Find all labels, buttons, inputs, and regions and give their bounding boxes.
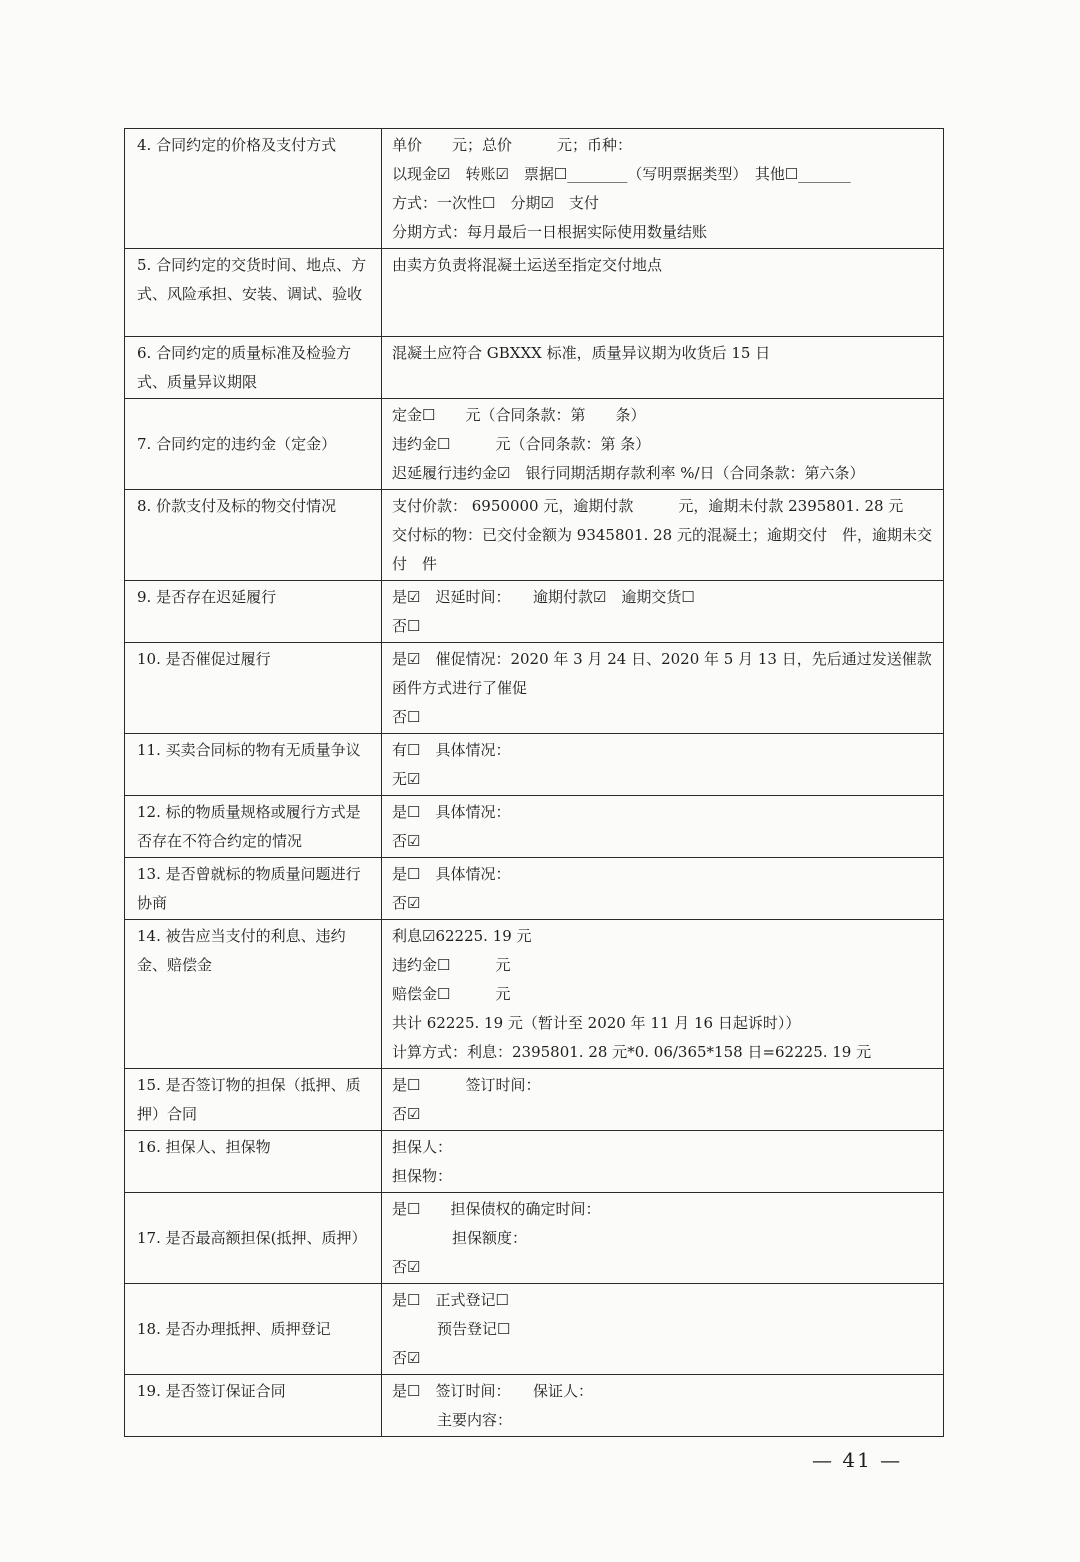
content-line: 是☐ 正式登记☐ <box>392 1291 509 1309</box>
row-label <box>125 1069 382 1131</box>
row-label <box>125 1193 382 1284</box>
table-row <box>125 858 944 920</box>
label-text: 7. 合同约定的违约金（定金） <box>137 435 337 453</box>
table-row <box>125 581 944 643</box>
label-text: 15. 是否签订物的担保（抵押、质押）合同 <box>137 1076 361 1123</box>
label-text: 16. 担保人、担保物 <box>137 1138 271 1156</box>
content-line: 担保物： <box>392 1167 453 1185</box>
table-row <box>125 1069 944 1131</box>
label-text: 19. 是否签订保证合同 <box>137 1382 286 1400</box>
row-content <box>382 920 944 1069</box>
content-line: 担保人： <box>392 1138 453 1156</box>
content-line: 否☐ <box>392 708 421 726</box>
content-line: 无☑ <box>392 770 421 788</box>
content-line: 违约金☐ 元 <box>392 956 511 974</box>
content-line: 是☑ 迟延时间： 逾期付款☑ 逾期交货☐ <box>392 588 695 606</box>
row-label <box>125 734 382 796</box>
content-line: 有☐ 具体情况： <box>392 741 511 759</box>
content-line: 是☑ 催促情况：2020 年 3 月 24 日、2020 年 5 月 13 日，先后通过发送催款函件方式进行了催促 <box>392 650 932 697</box>
label-text: 9. 是否存在迟延履行 <box>137 588 277 606</box>
row-content <box>382 796 944 858</box>
row-label <box>125 490 382 581</box>
row-content <box>382 581 944 643</box>
content-line: 方式：一次性☐ 分期☑ 支付 <box>392 194 599 212</box>
content-line: 计算方式：利息：2395801. 28 元*0. 06/365*158 日=62225. 19 元 <box>392 1043 872 1061</box>
content-line: 支付价款： 6950000 元，逾期付款 元，逾期未付款 2395801. 28 元 <box>392 497 904 515</box>
content-line: 利息☑62225. 19 元 <box>392 927 532 945</box>
row-label <box>125 858 382 920</box>
content-line: 否☑ <box>392 894 421 912</box>
row-content <box>382 249 944 337</box>
row-label <box>125 796 382 858</box>
content-line: 交付标的物：已交付金额为 9345801. 28 元的混凝土；逾期交付 件，逾期未交付 件 <box>392 526 932 573</box>
content-line: 是☐ 具体情况： <box>392 803 511 821</box>
table-row <box>125 399 944 490</box>
content-line: 预告登记☐ <box>392 1320 511 1338</box>
label-text: 6. 合同约定的质量标准及检验方式、质量异议期限 <box>137 344 352 391</box>
row-content <box>382 734 944 796</box>
table-row <box>125 734 944 796</box>
table-row <box>125 490 944 581</box>
row-content <box>382 399 944 490</box>
table-row <box>125 796 944 858</box>
table-row <box>125 1284 944 1375</box>
row-content <box>382 1375 944 1437</box>
label-text: 18. 是否办理抵押、质押登记 <box>137 1320 331 1338</box>
content-line: 迟延履行违约金☑ 银行同期活期存款利率 %/日（合同条款：第六条） <box>392 464 865 482</box>
content-line: 是☐ 签订时间： <box>392 1076 541 1094</box>
table-row <box>125 1193 944 1284</box>
row-label <box>125 920 382 1069</box>
label-text: 12. 标的物质量规格或履行方式是否存在不符合约定的情况 <box>137 803 361 850</box>
table-row <box>125 249 944 337</box>
content-line: 是☐ 签订时间： 保证人： <box>392 1382 593 1400</box>
content-line: 混凝土应符合 GBXXX 标准，质量异议期为收货后 15 日 <box>392 344 771 362</box>
row-content <box>382 1131 944 1193</box>
page-number: — 41 — <box>812 1448 903 1472</box>
content-line: 主要内容： <box>392 1411 513 1429</box>
table-row <box>125 920 944 1069</box>
label-text: 14. 被告应当支付的利息、违约金、赔偿金 <box>137 927 346 974</box>
content-line: 否☑ <box>392 1349 421 1367</box>
row-label <box>125 249 382 337</box>
row-content <box>382 1284 944 1375</box>
row-content <box>382 858 944 920</box>
label-text: 8. 价款支付及标的物交付情况 <box>137 497 337 515</box>
table-row <box>125 129 944 249</box>
row-content <box>382 1193 944 1284</box>
table-row <box>125 643 944 734</box>
row-content <box>382 1069 944 1131</box>
label-text: 11. 买卖合同标的物有无质量争议 <box>137 741 361 759</box>
content-line: 定金☐ 元（合同条款：第 条） <box>392 406 646 424</box>
content-line: 担保额度： <box>392 1229 528 1247</box>
content-line: 赔偿金☐ 元 <box>392 985 511 1003</box>
label-text: 13. 是否曾就标的物质量问题进行协商 <box>137 865 361 912</box>
table-row <box>125 337 944 399</box>
content-line: 否☑ <box>392 832 421 850</box>
content-line: 否☐ <box>392 617 421 635</box>
row-label <box>125 129 382 249</box>
row-content <box>382 490 944 581</box>
label-text: 4. 合同约定的价格及支付方式 <box>137 136 337 154</box>
case-info-form-table <box>124 128 944 1437</box>
label-text: 10. 是否催促过履行 <box>137 650 271 668</box>
content-line: 分期方式：每月最后一日根据实际使用数量结账 <box>392 223 708 241</box>
row-label <box>125 1375 382 1437</box>
row-label <box>125 1131 382 1193</box>
table-row <box>125 1131 944 1193</box>
content-line: 是☐ 具体情况： <box>392 865 511 883</box>
row-label <box>125 643 382 734</box>
row-content <box>382 129 944 249</box>
table-row <box>125 1375 944 1437</box>
label-text: 17. 是否最高额担保(抵押、质押） <box>137 1229 367 1247</box>
content-line: 以现金☑ 转账☑ 票据☐________（写明票据类型） 其他☐_______ <box>392 165 851 183</box>
content-line: 否☑ <box>392 1258 421 1276</box>
row-content <box>382 643 944 734</box>
content-line: 共计 62225. 19 元（暂计至 2020 年 11 月 16 日起诉时）） <box>392 1014 801 1032</box>
row-label <box>125 399 382 490</box>
content-line: 由卖方负责将混凝土运送至指定交付地点 <box>392 256 663 274</box>
row-label <box>125 1284 382 1375</box>
content-line: 是☐ 担保债权的确定时间： <box>392 1200 601 1218</box>
content-line: 单价 元；总价 元；币种： <box>392 136 633 154</box>
content-line: 否☑ <box>392 1105 421 1123</box>
row-label <box>125 337 382 399</box>
row-label <box>125 581 382 643</box>
label-text: 5. 合同约定的交货时间、地点、方式、风险承担、安装、调试、验收 <box>137 256 367 303</box>
content-line: 违约金☐ 元（合同条款：第 条） <box>392 435 651 453</box>
row-content <box>382 337 944 399</box>
